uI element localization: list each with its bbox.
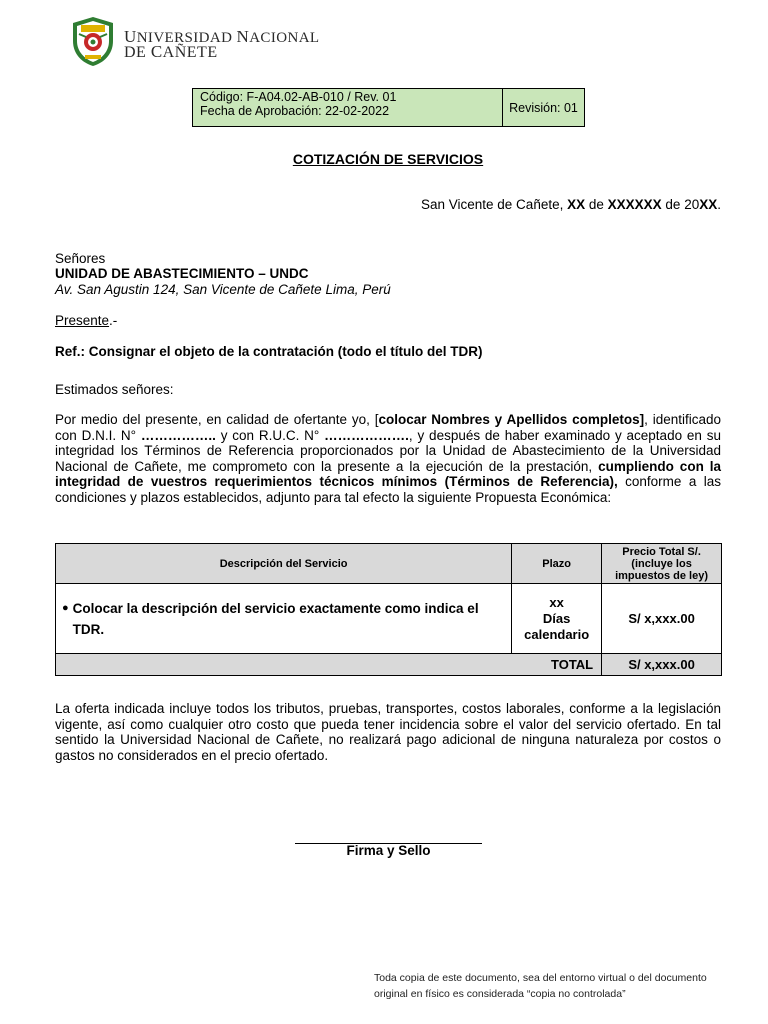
header-precio-line2: (incluye los <box>631 557 692 570</box>
table-total-row <box>56 654 722 676</box>
plazo-cell <box>512 584 602 654</box>
salutation-senores: Señores <box>55 251 106 266</box>
greeting: Estimados señores: <box>55 382 174 397</box>
footer-note <box>374 970 734 1002</box>
university-shield-logo <box>70 15 116 67</box>
date-line: San Vicente de Cañete, XX de XXXXXX de 20XX. <box>420 197 721 212</box>
header-plazo: Plazo <box>512 544 602 584</box>
table-header-row <box>56 544 722 584</box>
footer-line2: original en físico es considerada “copia no controlada” <box>374 988 626 1000</box>
service-description-cell <box>56 584 512 654</box>
header-precio-line3: impuestos de ley) <box>615 569 709 582</box>
revision-number: Revisión: 01 <box>509 100 578 115</box>
signature-label: Firma y Sello <box>346 843 431 858</box>
approval-date: Fecha de Aprobación: 22-02-2022 <box>200 104 390 118</box>
header-description: Descripción del Servicio <box>56 544 512 584</box>
intro-paragraph: Por medio del presente, en calidad de ofertante yo, [colocar Nombres y Apellidos completos], identificado con D.N.I. N° …………….. y con R.U.C. N° ………………., y después de haber examinado y aceptado en su integridad los Términos de Referencia proporcionados por la Unidad de Abastecimiento de la Universidad Nacional de Cañete, me comprometo con la presente a la ejecución de la prestación, cumpliendo con la integridad de vuestros requerimientos técnicos mínimos (Términos de Referencia), conforme a las condiciones y plazos establecidos, adjunto para tal efecto la siguiente Propuesta Económica: <box>55 412 722 505</box>
document-code: Código: F-A04.02-AB-010 / Rev. 01 <box>200 90 397 104</box>
offer-paragraph: La oferta indicada incluye todos los tributos, pruebas, transportes, costos laborales, conforme a la legislación vigente, así como cualquier otro costo que pueda tener incidencia sobre el valor del servicio ofertado. En tal sentido la Universidad Nacional de Cañete, no realizará pago adicional de ninguna naturaleza por costos o gastos no considerados en el precio ofertado. <box>55 701 721 763</box>
plazo-unit-line2: calendario <box>524 626 590 642</box>
plazo-unit-line1: Días <box>542 610 571 626</box>
presente-line: Presente.- <box>55 313 118 328</box>
document-code-box <box>192 88 585 127</box>
precio-cell: S/ x,xxx.00 <box>602 584 722 654</box>
header-precio <box>602 544 722 584</box>
university-name-line1: UNIVERSIDAD NACIONAL <box>124 27 320 46</box>
university-name-line2: DE CAÑETE <box>124 42 218 61</box>
plazo-value: xx <box>549 594 564 610</box>
total-value: S/ x,xxx.00 <box>602 654 722 676</box>
service-description: Colocar la descripción del servicio exactamente como indica el TDR. <box>72 600 479 637</box>
reference-line: Ref.: Consignar el objeto de la contratación (todo el título del TDR) <box>55 344 483 359</box>
footer-line1: Toda copia de este documento, sea del entorno virtual o del documento <box>374 972 707 984</box>
document-title: COTIZACIÓN DE SERVICIOS <box>292 151 484 167</box>
recipient-unit: UNIDAD DE ABASTECIMIENTO – UNDC <box>55 266 309 281</box>
table-row <box>56 584 722 654</box>
service-quote-table <box>55 543 722 676</box>
bullet-icon: ● <box>62 601 69 614</box>
total-label: TOTAL <box>56 654 602 676</box>
header-precio-line1: Precio Total S/. <box>622 545 701 558</box>
recipient-address: Av. San Agustin 124, San Vicente de Cañete Lima, Perú <box>55 282 391 297</box>
code-box-left <box>193 89 503 126</box>
